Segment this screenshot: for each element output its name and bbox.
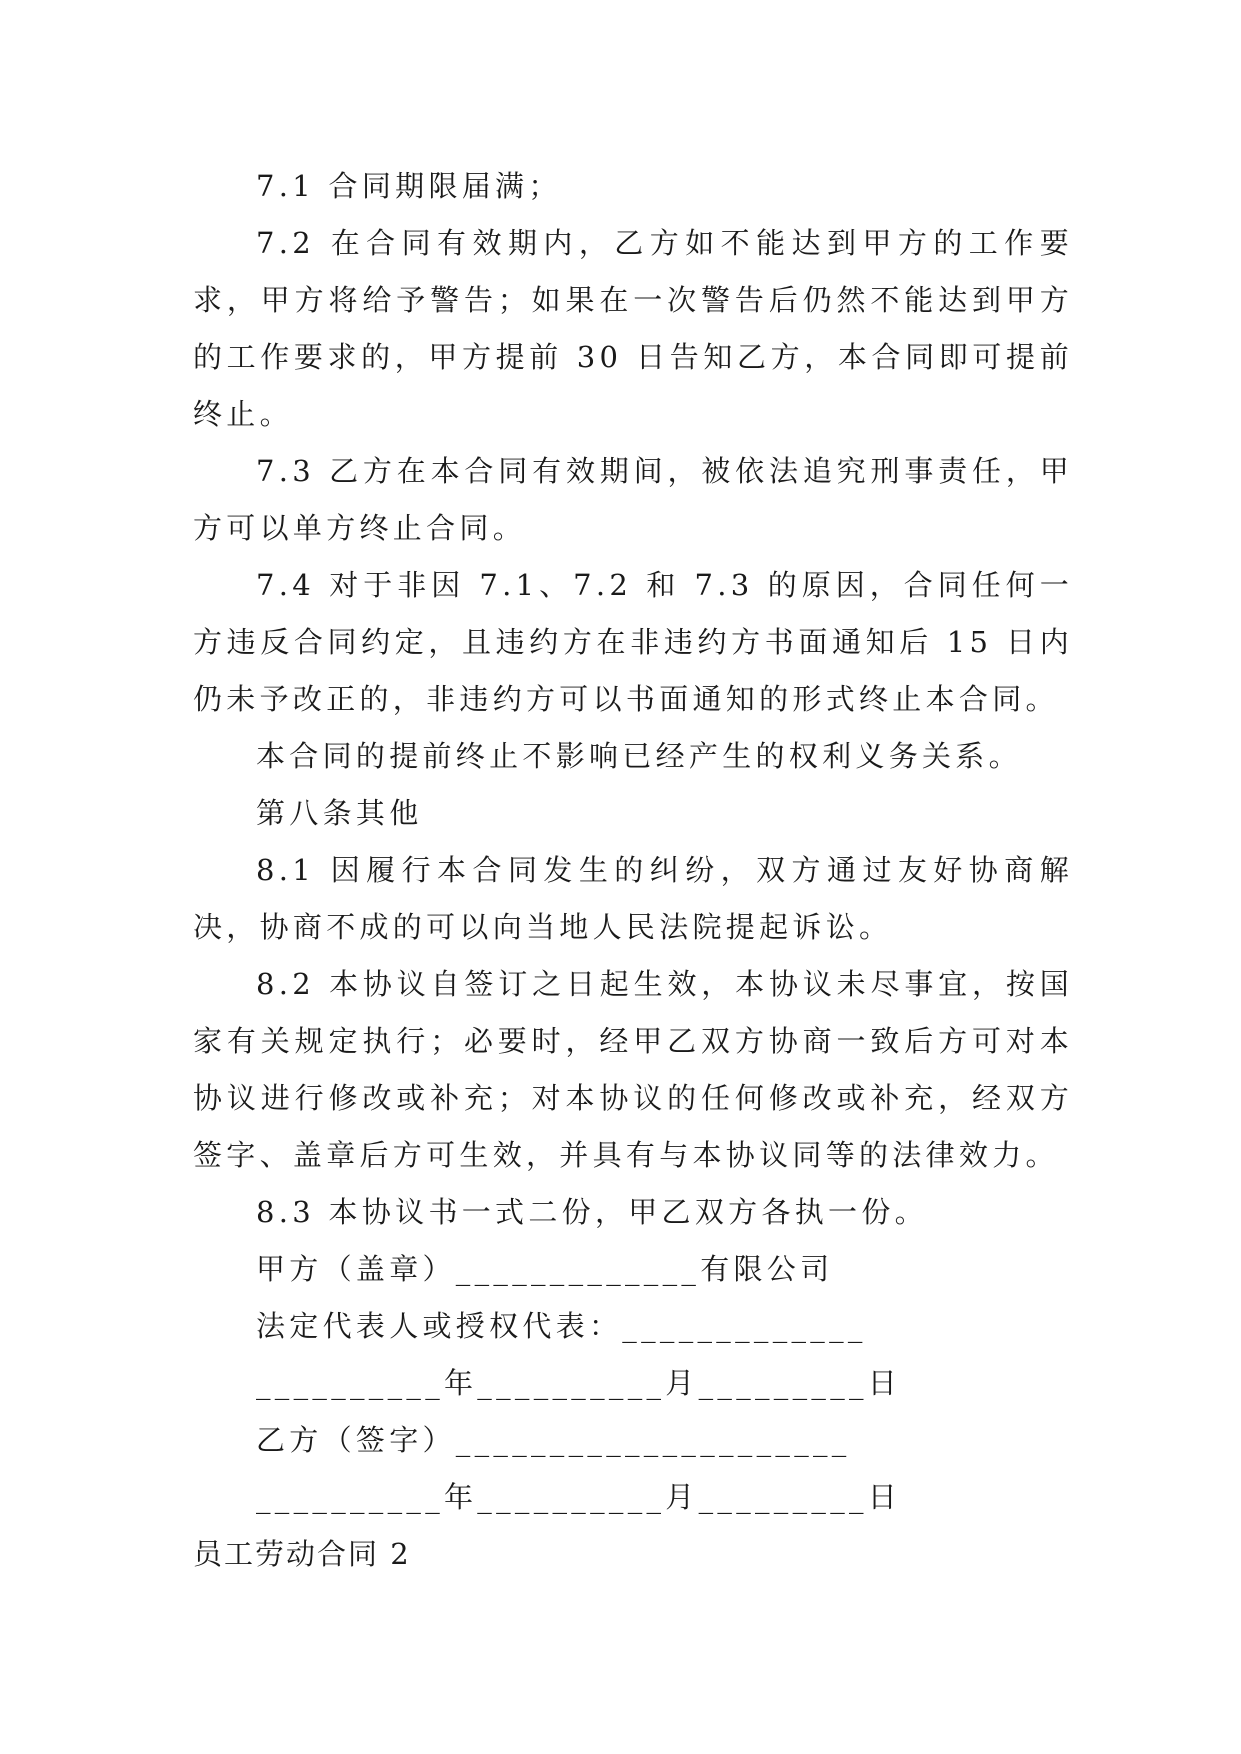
clause-7-3: 7.3 乙方在本合同有效期间，被依法追究刑事责任，甲方可以单方终止合同。: [193, 454, 1073, 545]
clause-7-1: 7.1 合同期限届满；: [256, 169, 562, 203]
clause-7-4: 7.4 对于非因 7.1、7.2 和 7.3 的原因，合同任何一方违反合同约定，且违约方在非违约方书面通知后 15 日内仍未予改正的，非违约方可以书面通知的形式终止本合同。: [193, 568, 1073, 716]
clause-8-3: 8.3 本协议书一式二份，甲乙双方各执一份。: [256, 1195, 928, 1229]
document-body: [193, 158, 1073, 1583]
representative-line: 法定代表人或授权代表：_____________: [256, 1309, 867, 1343]
early-termination-note: 本合同的提前终止不影响已经产生的权利义务关系。: [256, 739, 1022, 773]
party-b-signature-line: 乙方（签字）_____________________: [256, 1423, 851, 1457]
article-8-heading: 第八条其他: [256, 796, 423, 830]
clause-8-1: 8.1 因履行本合同发生的纠纷，双方通过友好协商解决，协商不成的可以向当地人民法院提起诉讼。: [193, 853, 1073, 944]
date-line-party-a: __________年__________月_________日: [256, 1366, 902, 1400]
date-line-party-b: __________年__________月_________日: [256, 1480, 902, 1514]
party-a-seal-line: 甲方（盖章）_____________有限公司: [256, 1252, 834, 1286]
clause-7-2: 7.2 在合同有效期内，乙方如不能达到甲方的工作要求，甲方将给予警告；如果在一次警告后仍然不能达到甲方的工作要求的，甲方提前 30 日告知乙方，本合同即可提前终止。: [193, 226, 1073, 431]
clause-8-2: 8.2 本协议自签订之日起生效，本协议未尽事宜，按国家有关规定执行；必要时，经甲乙双方协商一致后方可对本协议进行修改或补充；对本协议的任何修改或补充，经双方签字、盖章后方可生效，并具有与本协议同等的法律效力。: [193, 967, 1073, 1172]
next-document-title: 员工劳动合同 2: [193, 1537, 411, 1571]
